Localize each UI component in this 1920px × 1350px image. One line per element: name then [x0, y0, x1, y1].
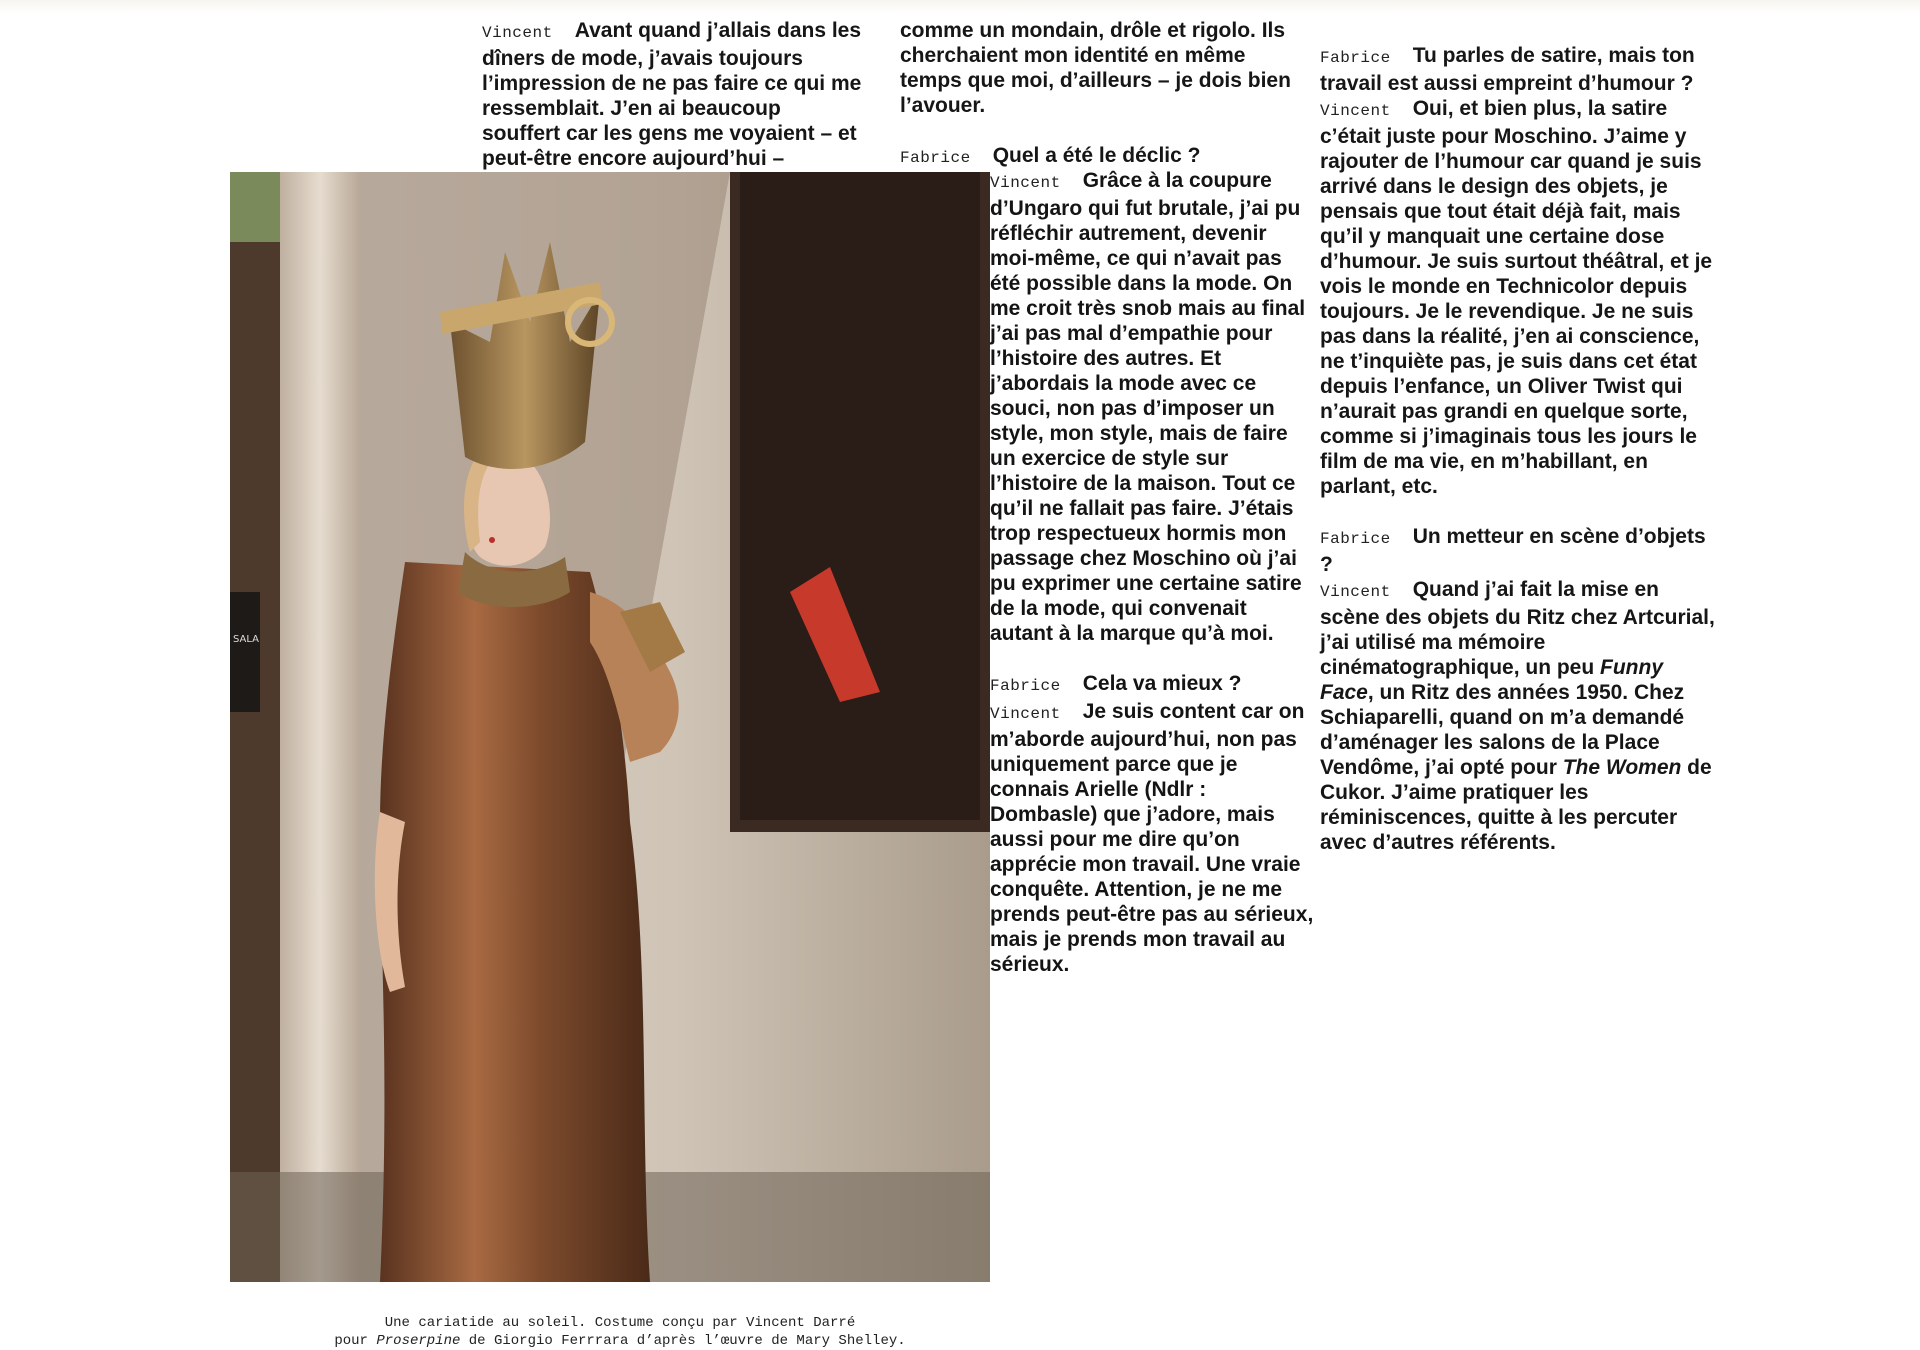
background-building: [230, 172, 280, 1282]
photo-caption: [240, 1314, 1000, 1350]
question-text: Cela va mieux ?: [1082, 672, 1242, 695]
question-text: Quel a été le déclic ?: [992, 144, 1201, 167]
caption-title-proserpine: Proserpine: [376, 1333, 461, 1349]
answer-text-2: , un Ritz des années 1950. Chez Schiaparelli, quand on m’a demandé d’aménager les salons de la Place Vendôme, j’ai opté pour: [1320, 681, 1685, 779]
caption-text: de Giorgio Ferrrara d’après l’œuvre de Mary Shelley.: [460, 1333, 906, 1349]
speaker-label: Fabrice: [1320, 530, 1391, 548]
answer-metteur-en-scene: [1320, 577, 1720, 855]
speaker-label: Fabrice: [900, 149, 971, 167]
answer-cela-va-mieux: [990, 699, 1315, 977]
background-sign: [230, 592, 260, 712]
answer-declic: [990, 168, 1315, 646]
speaker-label: Vincent: [990, 705, 1061, 723]
photograph-cariatide: [230, 172, 990, 1282]
speaker-label: Vincent: [482, 24, 553, 42]
caption-line-2: [240, 1332, 1000, 1350]
paragraph-continuation: comme un mondain, drôle et rigolo. Ils cherchaient mon identité en même temps que moi, d’ailleurs – je dois bien l’avouer.: [900, 19, 1291, 117]
answer-text: Oui, et bien plus, la satire c’était juste pour Moschino. J’aime y rajouter de l’humour car quand je suis arrivé dans le design des objets, je pensais que tout était déjà fait, mais qu’il y manquait une certaine dose d’humour. Je suis surtout théâtral, et je vois le monde en Technicolor depuis toujours. Je le revendique. Je ne suis pas dans la réalité, j’en ai conscience, ne t’inquiète pas, je suis dans cet état depuis l’enfance, un Oliver Twist qui n’aurait pas grandi en quelque sorte, comme si j’imaginais tous les jours le film de ma vie, en m’habillant, en parlant, etc.: [1320, 97, 1713, 498]
question-declic: [900, 143, 1310, 171]
stone-pillar: [280, 172, 360, 1282]
background-foliage: [230, 172, 280, 242]
red-lips: [489, 537, 495, 543]
question-satire: [1320, 43, 1720, 96]
framed-panel-inner: [740, 172, 980, 820]
film-title-funny-face: Funny Face: [1320, 656, 1664, 704]
caption-line-1: Une cariatide au soleil. Costume conçu par Vincent Darré: [384, 1315, 856, 1331]
question-text: Un metteur en scène d’objets ?: [1320, 525, 1706, 576]
speaker-label: Fabrice: [990, 677, 1061, 695]
answer-text-3: de Cukor. J’aime pratiquer les réminiscences, quitte à les percuter avec d’autres référents.: [1320, 756, 1712, 854]
page-top-edge: [0, 0, 1920, 14]
speaker-label: Fabrice: [1320, 49, 1391, 67]
paragraph-vincent-intro: [482, 18, 862, 171]
background-sign-text: SALA: [233, 634, 260, 645]
answer-text: Grâce à la coupure d’Ungaro qui fut brutale, j’ai pu réfléchir autrement, devenir moi-même, ce qui n’avait pas été possible dans la mode. On me croit très snob mais au final j’ai pas mal d’empathie pour l’histoire des autres. Et j’abordais la mode avec ce souci, non pas d’imposer un style, mon style, mais de faire un exercice de style sur l’histoire de la maison. Tout ce qu’il ne fallait pas faire. J’étais trop respectueux hormis mon passage chez Moschino où j’ai pu exprimer une certaine satire de la mode, qui convenait autant à la marque qu’à moi.: [990, 169, 1306, 645]
answer-text: Je suis content car on m’aborde aujourd’hui, non pas uniquement parce que je connais Arielle (Ndlr : Dombasle) que j’adore, mais aussi pour me dire qu’on apprécie mon travail. Une vraie conquête. Attention, je ne me prends peut-être pas au sérieux, mais je prends mon travail au sérieux.: [990, 700, 1314, 976]
photograph-illustration: [230, 172, 990, 1282]
answer-satire: [1320, 96, 1720, 499]
speaker-label: Vincent: [1320, 583, 1391, 601]
speaker-label: Vincent: [1320, 102, 1391, 120]
answer-text-1: Quand j’ai fait la mise en scène des objets du Ritz chez Artcurial, j’ai utilisé ma mémoire cinématographique, un peu: [1320, 578, 1715, 679]
paragraph-text: Avant quand j’allais dans les dîners de mode, j’avais toujours l’impression de ne pas faire ce qui me ressemblait. J’en ai beaucoup souffert car les gens me voyaient – et peut-être encore aujourd’hui –: [482, 19, 862, 170]
column-2: [900, 18, 1310, 171]
caption-text: pour: [334, 1333, 377, 1349]
speaker-label: Vincent: [990, 174, 1061, 192]
question-metteur-en-scene: [1320, 524, 1720, 577]
film-title-the-women: The Women: [1562, 756, 1682, 779]
question-text: Tu parles de satire, mais ton travail est aussi empreint d’humour ?: [1320, 44, 1695, 95]
column-1: [482, 18, 862, 171]
column-3: [1320, 43, 1720, 855]
column-2-lower: [990, 168, 1315, 977]
question-cela-va-mieux: [990, 671, 1315, 699]
